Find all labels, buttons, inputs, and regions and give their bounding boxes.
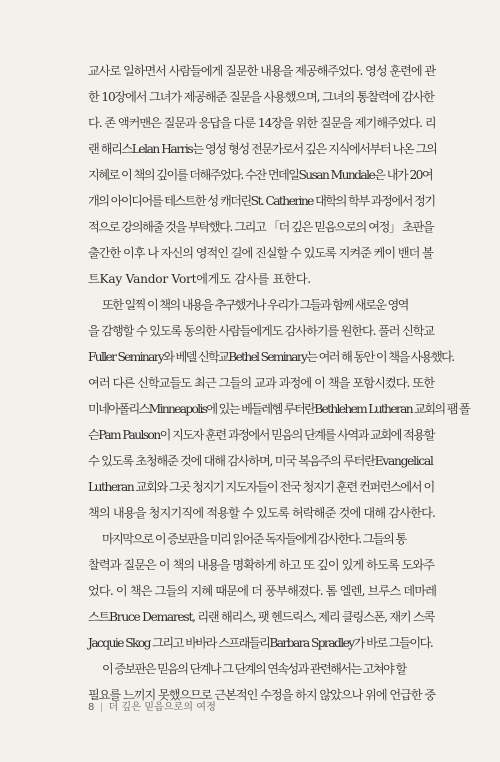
text-line: 었다. 이 책은 그들의 지혜 때문에 더 풍부해졌다. 톰 엘렌, 브루스 데마레 <box>88 584 437 598</box>
text-line: Jacquie Skog 그리고 바바라 스프래들리Barbara Spradley가 바로 그들이다. <box>88 636 433 650</box>
text-line: 을 감행할 수 있도록 동의한 사람들에게도 감사하기를 원한다. 풀러 신학교 <box>88 324 434 338</box>
text-line: Fuller Seminary와 베델 신학교Bethel Seminary는 여러 해 동안 이 책을 사용했다. <box>88 350 454 364</box>
text-line: 이 증보판은 믿음의 단계나 그 단계의 연속성과 관련해서는 고쳐야 할 <box>102 662 406 676</box>
text-line: 여러 다른 신학교들도 최근 그들의 교과 과정에 이 책을 포함시켰다. 또한 <box>88 376 435 390</box>
text-line: 트Kay Vandor Vort에게도 감사를 표한다. <box>88 272 311 286</box>
page-footer <box>88 698 216 713</box>
running-title: 더 깊은 믿음으로의 여정 <box>108 702 216 713</box>
text-line: 교사로 일하면서 사람들에게 질문한 내용을 제공해주었다. 영성 훈련에 관 <box>88 64 436 78</box>
footer-separator: | <box>99 702 104 713</box>
text-line: 지혜로 이 책의 깊이를 더해주었다. 수잔 먼데일Susan Mundale은 내가 20여 <box>88 168 433 182</box>
text-line: 필요를 느끼지 못했으므로 근본적인 수정을 하지 않았으나 위에 언급한 중 <box>88 688 436 702</box>
body-text <box>88 58 470 708</box>
text-line: 한 10장에서 그녀가 제공해준 질문을 사용했으며, 그녀의 통찰력에 감사한 <box>88 90 434 104</box>
text-line: 미네아폴리스Minneapolis에 있는 베들레헴 루터란Bethlehem Lutheran 교회의 팸 폴 <box>88 402 470 416</box>
page-number: 8 <box>88 702 95 713</box>
text-line: 출간한 이후 나 자신의 영적인 길에 진실할 수 있도록 지켜준 케이 밴더 볼 <box>88 246 433 260</box>
text-line: 책의 내용을 청지기직에 적용할 수 있도록 허락해준 것에 대해 감사한다. <box>88 506 436 520</box>
paragraph <box>88 58 435 292</box>
paragraph <box>88 526 435 656</box>
text-line: 랜 해리스Lelan Harris는 영성 형성 전문가로서 깊은 지식에서부터 나온 그의 <box>88 142 437 156</box>
text-line: 개의 아이디어를 테스트한 성 캐더린St. Catherine 대학의 학부 과정에서 정기 <box>88 194 435 208</box>
text-line: 또한 일찍 이 책의 내용을 추구했거나 우리가 그들과 함께 새로운 영역 <box>102 298 408 312</box>
text-line: 찰력과 질문은 이 책의 내용을 명확하게 하고 또 깊이 있게 하도록 도와주 <box>88 558 435 572</box>
text-line: Lutheran 교회와 그곳 청지기 지도자들이 전국 청지기 훈련 컨퍼런스에서 이 <box>88 480 434 494</box>
text-line: 수 있도록 초청해준 것에 대해 감사하며, 미국 복음주의 루터란Evangelical <box>88 454 433 468</box>
text-line: 마지막으로 이 증보판을 미리 읽어준 독자들에게 감사한다. 그들의 통 <box>102 532 406 546</box>
text-line: 다. 존 액커맨은 질문과 응답을 다룬 14장을 위한 질문을 제기해주었다. 리 <box>88 116 436 130</box>
text-line: 적으로 강의해줄 것을 부탁했다. 그리고 「더 깊은 믿음으로의 여정」 초판을 <box>88 220 434 234</box>
text-line: 슨Pam Paulson이 지도자 훈련 과정에서 믿음의 단계를 사역과 교회에 적용할 <box>88 428 434 442</box>
paragraph <box>88 292 470 526</box>
text-line: 스트Bruce Demarest, 리랜 해리스, 팻 헨드릭스, 제리 클링스폰, 재키 스콕 <box>88 610 435 624</box>
